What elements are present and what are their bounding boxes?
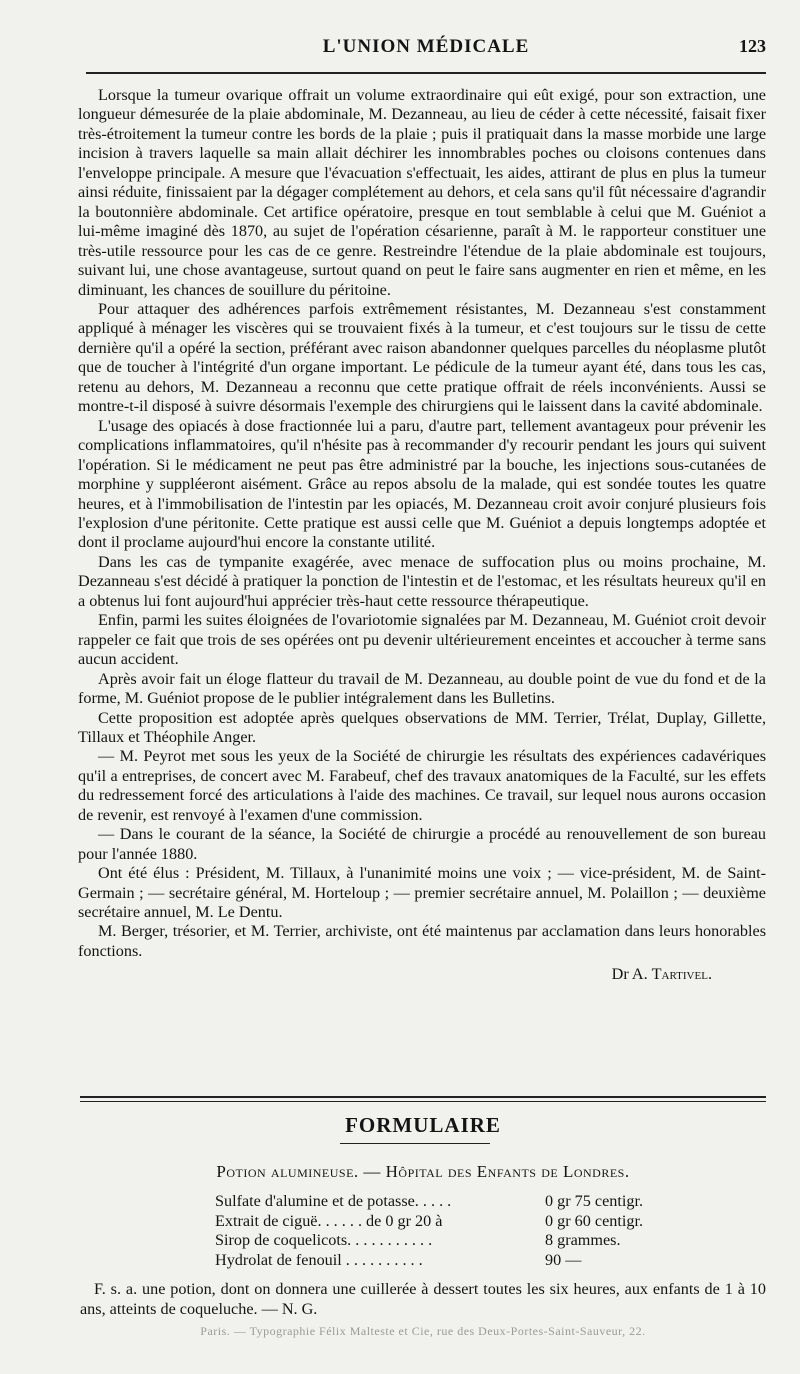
signature-name: Tartivel. xyxy=(651,965,712,984)
paragraph: L'usage des opiacés à dose fractionnée lui a paru, d'autre part, tellement avantageux pour prévenir les complications inflammatoires, qu'il n'hésite pas à recommander d'y recourir pendant les jours qui suivent l'opération. Si le médicament ne peut pas être administré par la bouche, les injections sous-cutanées de morphine y suppléeront aisément. Grâce au repos absolu de la malade, qui est sondée toutes les quatre heures, et à l'immobilisation de l'intestin par les opiacés, M. Dezanneau croit avoir conjuré plusieurs fois l'explosion d'une péritonite. Cette pratique est aussi celle que M. Guéniot a depuis longtemps adoptée et dont il proclame aujourd'hui encore la constante utilité. xyxy=(78,416,766,552)
recipe-instructions xyxy=(80,1280,766,1319)
ingredient-row xyxy=(215,1251,675,1271)
section-title: FORMULAIRE xyxy=(345,1113,501,1137)
recipe-title: Potion alumineuse. — Hôpital des Enfants de Londres. xyxy=(216,1162,630,1181)
paragraph: Après avoir fait un éloge flatteur du travail de M. Dezanneau, au double point de vue du fond et de la forme, M. Guéniot propose de le publier intégralement dans les Bulletins. xyxy=(78,669,766,708)
ingredient-row xyxy=(215,1192,675,1212)
paragraph: Dans les cas de tympanite exagérée, avec menace de suffocation plus ou moins prochaine, M. Dezanneau s'est décidé à pratiquer la ponction de l'intestin et de l'estomac, et les résultats heureux qu'il en a obtenus lui font aujourd'hui apprécier très-haut cette ressource thérapeutique. xyxy=(78,552,766,610)
paragraph: Cette proposition est adoptée après quelques observations de MM. Terrier, Trélat, Duplay, Gillette, Tillaux et Théophile Anger. xyxy=(78,708,766,746)
paragraph: M. Berger, trésorier, et M. Terrier, archiviste, ont été maintenus par acclamation dans leurs honorables fonctions. xyxy=(78,922,766,960)
paragraph: — M. Peyrot met sous les yeux de la Société de chirurgie les résultats des expériences cadavériques qu'il a entreprises, de concert avec M. Farabeuf, chef des travaux anatomiques de la Faculté, sur les effets du redressement forcé des articulations à l'aide des machines. Ce travail, sur lequel nous aurons occasion de revenir, est renvoyé à l'examen d'une commission. xyxy=(78,747,766,824)
paragraph: Pour attaquer des adhérences parfois extrêmement résistantes, M. Dezanneau s'est constamment appliqué à ménager les viscères qui se trouvaient fixés à la tumeur, et c'est toujours sur le tissu de cette dernière qu'il a opéré la section, préférant avec raison abandonner quelques parcelles du néoplasme plutôt que de toucher à l'intégrité d'un organe important. Le pédicule de la tumeur ayant été, dans tous les cas, retenu au dehors, M. Dezanneau a reconnu que cette pratique offrait de réels inconvénients. Aussi se montre-t-il disposé à suivre désormais l'exemple des chirurgiens qui le laissent dans la cavité abdominale. xyxy=(78,299,766,416)
ingredient-name: Extrait de ciguë. . . . . . de 0 gr 20 à xyxy=(215,1211,443,1230)
running-title: L'UNION MÉDICALE xyxy=(322,36,530,57)
header-rule xyxy=(86,72,766,74)
section-divider xyxy=(80,1096,766,1102)
recipe-ingredients xyxy=(215,1192,675,1270)
paragraph: Lorsque la tumeur ovarique offrait un volume extraordinaire qui eût exigé, pour son extraction, une longueur démesurée de la plaie abdominale, M. Dezanneau, au lieu de céder à cette nécessité, faisait fixer très-étroitement la tumeur contre les bords de la plaie ; puis il pratiquait dans la masse morbide une large incision à travers laquelle sa main allait déchirer les innombrables poches ou cloisons contenues dans l'enveloppe principale. A mesure que l'évacuation s'effectuait, les aides, attirant de plus en plus la tumeur ainsi réduite, finissaient par la dégager complétement au dehors, et cela sans qu'il fût nécessaire d'agrandir la boutonnière abdominale. Cet artifice opératoire, presque en tout semblable à celui que M. Guéniot a lui-même imaginé dès 1870, au sujet de l'opération césarienne, paraît à M. le rapporteur constituer une très-utile ressource pour les cas de ce genre. Restreindre l'étendue de la plaie abdominale est toujours, suivant lui, une chose avantageuse, surtout quand on peut le faire sans augmenter en rien et même, en les diminuant, les chances de souillure du péritoine. xyxy=(78,86,766,299)
instructions-text: F. s. a. une potion, dont on donnera une cuillerée à dessert toutes les six heures, aux enfants de 1 à 10 ans, atteints de coqueluche. — N. G. xyxy=(80,1280,766,1318)
title-underline xyxy=(340,1143,490,1144)
ingredient-row xyxy=(215,1231,675,1251)
ingredient-quantity: 8 grammes. xyxy=(545,1231,621,1249)
ingredient-quantity: 90 — xyxy=(545,1250,582,1269)
ingredient-name: Sirop de coquelicots. . . . . . . . . . . xyxy=(215,1231,433,1249)
paragraph: Enfin, parmi les suites éloignées de l'ovariotomie signalées par M. Dezanneau, M. Guéniot croit devoir rappeler ce fait que trois de ses opérées ont pu devenir ultérieurement enceintes et accoucher à terme sans aucun accident. xyxy=(78,611,766,669)
ingredient-quantity: 0 gr 60 centigr. xyxy=(545,1211,644,1230)
article-body xyxy=(78,86,766,985)
paragraph: — Dans le courant de la séance, la Société de chirurgie a procédé au renouvellement de son bureau pour l'année 1880. xyxy=(78,825,766,863)
ingredient-name: Hydrolat de fenouil . . . . . . . . . . xyxy=(215,1250,423,1269)
printer-footer: Paris. — Typographie Félix Malteste et Cie, rue des Deux-Portes-Saint-Sauveur, 22. xyxy=(200,1324,646,1338)
paragraph: Ont été élus : Président, M. Tillaux, à l'unanimité moins une voix ; — vice-président, M. de Saint-Germain ; — secrétaire général, M. Horteloup ; — premier secrétaire annuel, M. Polaillon ; — deuxième secrétaire annuel, M. Le Dentu. xyxy=(78,864,766,922)
ingredient-name: Sulfate d'alumine et de potasse. . . . . xyxy=(215,1192,452,1210)
ingredient-quantity: 0 gr 75 centigr. xyxy=(545,1192,644,1210)
author-signature xyxy=(78,965,712,984)
page-header xyxy=(86,36,766,66)
page-number: 123 xyxy=(739,36,766,56)
ingredient-row xyxy=(215,1212,675,1232)
signature-prefix: Dr A. xyxy=(611,965,648,984)
